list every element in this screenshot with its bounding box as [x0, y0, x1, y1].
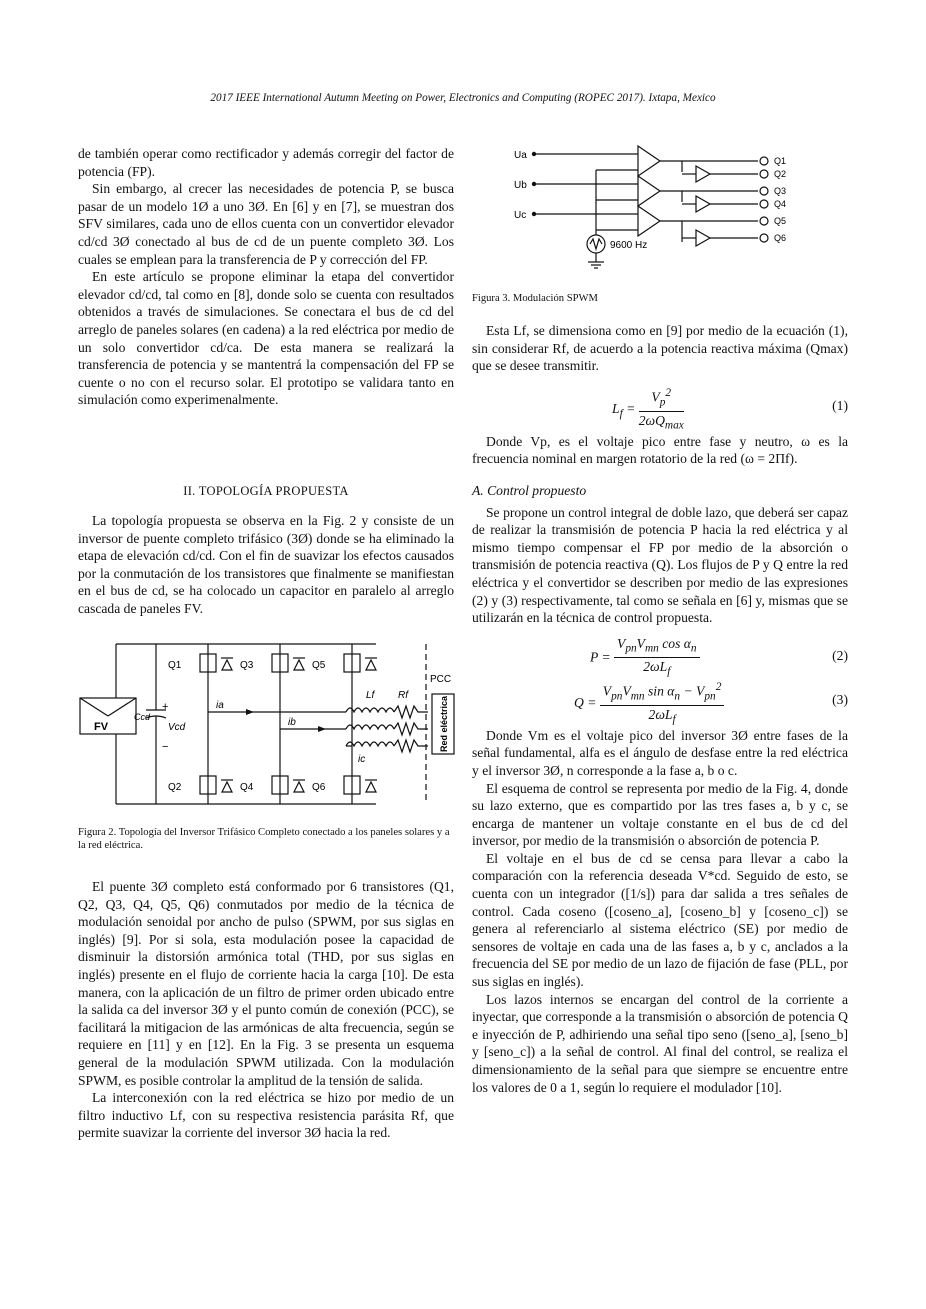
- current-ia-label: ia: [216, 700, 224, 711]
- figure-2-caption: Figura 2. Topología del Inversor Trifásico Completo conectado a los paneles solares y a la red eléctrica.: [78, 827, 450, 851]
- figure-3-caption: Figura 3. Modulación SPWM: [472, 293, 598, 304]
- left-column-3: [78, 878, 454, 1142]
- left-column-2: [78, 512, 454, 618]
- paragraph: Sin embargo, al crecer las necesidades de potencia P, se busca pasar de un modelo 1Ø a uno 3Ø. En [6] y en [7], se muestran dos SFV similares, cada uno de ellos cuenta con un convertidor elevador cd/cd 3Ø conectado al bus de cd de un puente completo 3Ø. Los cuales se emplean para la transferencia de P y corrección del FP.: [78, 181, 454, 267]
- plus-sign: +: [162, 701, 169, 713]
- output-q3-label: Q3: [774, 186, 787, 196]
- right-column: [472, 322, 848, 1096]
- carrier-frequency-label: 9600 Hz: [610, 240, 648, 251]
- switch-q3-label: Q3: [240, 660, 254, 671]
- switch-q6-label: Q6: [312, 782, 326, 793]
- figure-3-spwm-schematic: [510, 142, 830, 274]
- vcd-label: Vcd: [168, 722, 186, 733]
- equation-number: (3): [832, 691, 848, 707]
- output-q6-label: Q6: [774, 233, 787, 243]
- left-column: [78, 145, 454, 409]
- pcc-label: PCC: [430, 674, 452, 685]
- current-ib-label: ib: [288, 717, 296, 728]
- paragraph: El puente 3Ø completo está conformado por 6 transistores (Q1, Q2, Q3, Q4, Q5, Q6) conmutados por medio de la técnica de modulación senoidal por ancho de pulso (SPWM, por sus siglas en inglés) [9]. Por si sola, esta modulación posee la capacidad de disminuir la distorsión armónica total (THD, por sus siglas en inglés) presente en el flujo de corriente hacia la carga [10]. De esta manera, con la aplicación de un filtro de primer orden ubicado entre la salida ca del inversor 3Ø y el punto común de conexión (PCC), se facilitará la mitigacion de las armónicas de alta frecuencia, según se requiere en [11] y en [12]. En la Fig. 3 se presenta un esquema general de la modulación SPWM utilizada. Con la modulación SPWM, es posible controlar la amplitud de la tensión de salida.: [78, 879, 454, 1088]
- inductor-label: Lf: [366, 690, 375, 701]
- equation-1: $L_f$ = $\frac{V_p^2}{2\omega Q_{max}}$ (1): [612, 386, 848, 432]
- switch-q5-label: Q5: [312, 660, 326, 671]
- uc-label: Uc: [514, 210, 527, 221]
- running-header: 2017 IEEE International Autumn Meeting on Power, Electronics and Computing (ROPEC 2017). Ixtapa, Mexico: [210, 92, 716, 104]
- figure-2-inverter-schematic: [76, 636, 460, 816]
- current-ic-label: ic: [358, 754, 366, 765]
- paragraph: Se propone un control integral de doble lazo, que deberá ser capaz de realizar la transmisión de potencia P hacia la red eléctrica y al mismo tiempo compensar el FP por medio de la absorción o transmisión de potencia reactiva (Q). Los flujos de P y Q entre la red eléctrica y el convertidor se describen por medio de las expresiones (2) y (3) respectivamente, tal como se señala en [6] y, mismas que se utilizarán en la técnica de control propuesta.: [472, 504, 848, 626]
- equation-number: (2): [832, 647, 848, 663]
- output-q4-label: Q4: [774, 199, 787, 209]
- equation-2: P = $\frac{V_{pn}V_{mn} \cos \alpha_n}{2\omega L_f}$ (2): [590, 635, 848, 679]
- paragraph: de también operar como rectificador y además corregir del factor de potencia (FP).: [78, 146, 454, 179]
- switch-q2-label: Q2: [168, 782, 182, 793]
- ua-label: Ua: [514, 150, 527, 161]
- resistor-label: Rf: [398, 690, 408, 701]
- paragraph: Donde Vp, es el voltaje pico entre fase y neutro, ω es la frecuencia nominal en margen rotatorio de la red (ω = 2Πf).: [472, 433, 848, 467]
- paragraph: En este artículo se propone eliminar la etapa del convertidor elevador cd/cd, tal como en [8], donde solo se cuenta con resultados obtenidos a través de simulaciones. Se conectara el bus de cd del arreglo de paneles solares (en cadena) a la red eléctrica por medio de un solo convertidor cd/ca. De esta manera se realizará la transferencia de potencia y se mantentrá la compensación del FP se cuente o no con el recurso solar. El prototipo se validara tanto en simulación como experimenalmente.: [78, 269, 454, 408]
- subsection-heading: A. Control propuesto: [472, 482, 587, 498]
- minus-sign: −: [162, 741, 169, 753]
- capacitor-label: Ccd: [134, 712, 151, 722]
- paragraph: El esquema de control se representa por medio de la Fig. 4, donde su lazo externo, que es compartido por las tres fases a, b y c, se encarga de mantener un voltaje constante en el bus de cd del inversor, por medio de la transmisión o absorción de potencia P.: [472, 780, 848, 849]
- paragraph: La topología propuesta se observa en la Fig. 2 y consiste de un inversor de puente completo trifásico (3Ø) donde se ha eliminado la etapa de elevación cd/cd. Con el fin de suavizar los efectos causados por la conmutación de los transistores que finalmente se manifiestan en el bus de cd, se ha colocado un capacitor en paralelo al arreglo cascada de paneles FV.: [78, 513, 454, 616]
- paragraph: El voltaje en el bus de cd se censa para llevar a cabo la comparación con la referencia deseada V*cd. Seguido de esto, se cuenta con un integrador ([1/s]) para dar salida a tres señales de control. Cada coseno ([coseno_a], [coseno_b] y [coseno_c]) se genera al referenciarlo al sistema eléctrico (SE) por medio de sensores de voltaje en cada una de las fases a, b y c, anclados a la frecuencia del SE por medio de un lazo de fijación de fase (PLL, por sus siglas en inglés).: [472, 850, 848, 990]
- equation-3: Q = $\frac{V_{pn}V_{mn} \sin \alpha_n - V_{pn}^2}{2\omega L_f}$ (3): [574, 680, 848, 726]
- paragraph: Los lazos internos se encargan del control de la corriente a inyectar, que corresponde a la transmisión o absorción de potencia Q e inyección de P, adhiriendo una señal tipo seno ([seno_a], [seno_b] y [seno_c]) a la señal de control. Al final del control, se realiza el dimensionamiento de la señal para que siempre se encuentre entre los valores de 0 a 1, según lo requiere el modulador [10].: [472, 991, 848, 1095]
- paragraph: La interconexión con la red eléctrica se hizo por medio de un filtro inductivo Lf, con su respectiva resistencia parásita Rf, que permite suavizar la corriente del inversor 3Ø hacia la red.: [78, 1090, 454, 1141]
- output-q2-label: Q2: [774, 169, 787, 179]
- grid-label: Red eléctrica: [439, 695, 449, 752]
- switch-q4-label: Q4: [240, 782, 254, 793]
- paragraph: Esta Lf, se dimensiona como en [9] por medio de la ecuación (1), sin considerar Rf, de acuerdo a la potencia reactiva máxima (Qmax) que se desee transmitir.: [472, 323, 848, 374]
- ub-label: Ub: [514, 180, 527, 191]
- section-heading: II. TOPOLOGÍA PROPUESTA: [183, 484, 349, 498]
- output-q1-label: Q1: [774, 156, 787, 166]
- fv-label: FV: [94, 721, 109, 733]
- switch-q1-label: Q1: [168, 660, 182, 671]
- equation-number: (1): [832, 397, 848, 413]
- paragraph: Donde Vm es el voltaje pico del inversor 3Ø entre fases de la señal fundamental, alfa es el ángulo de desfase entre la red eléctrica y el inversor 3Ø, n corresponde a la fase a, b o c.: [472, 727, 848, 778]
- output-q5-label: Q5: [774, 216, 787, 226]
